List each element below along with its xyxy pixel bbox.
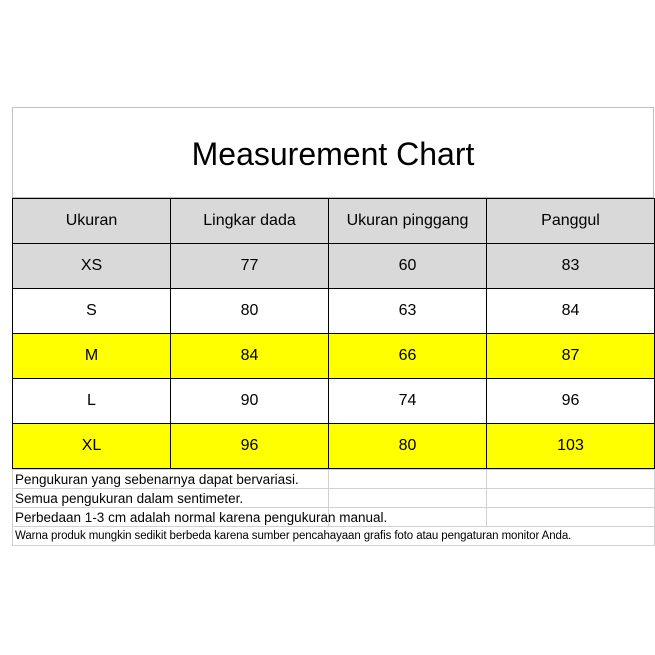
table-row (13, 379, 655, 424)
table-row (13, 334, 655, 379)
chart-title: Measurement Chart (191, 136, 475, 172)
panggul-cell: 96 (487, 379, 655, 424)
header-panggul: Panggul (487, 199, 655, 244)
notes-table (12, 469, 655, 546)
pinggang-cell: 74 (329, 379, 487, 424)
dada-cell: 80 (171, 289, 329, 334)
dada-cell: 77 (171, 244, 329, 289)
pinggang-cell: 66 (329, 334, 487, 379)
title-cell (13, 108, 654, 198)
table-row (13, 244, 655, 289)
size-cell: M (13, 334, 171, 379)
dada-cell: 96 (171, 424, 329, 469)
size-cell: S (13, 289, 171, 334)
header-lingkar-dada: Lingkar dada (171, 199, 329, 244)
measurement-sheet (12, 107, 654, 546)
measurement-table (12, 198, 655, 469)
size-cell: XL (13, 424, 171, 469)
note-text: Warna produk mungkin sedikit berbeda karena sumber pencahayaan grafis foto atau pengaturan monitor Anda. (13, 527, 655, 546)
pinggang-cell: 60 (329, 244, 487, 289)
panggul-cell: 87 (487, 334, 655, 379)
size-cell: XS (13, 244, 171, 289)
dada-cell: 84 (171, 334, 329, 379)
pinggang-cell: 63 (329, 289, 487, 334)
dada-cell: 90 (171, 379, 329, 424)
note-row (13, 489, 655, 508)
panggul-cell: 103 (487, 424, 655, 469)
note-text: Semua pengukuran dalam sentimeter. (13, 489, 329, 508)
note-row (13, 470, 655, 489)
panggul-cell: 83 (487, 244, 655, 289)
panggul-cell: 84 (487, 289, 655, 334)
pinggang-cell: 80 (329, 424, 487, 469)
note-text: Perbedaan 1-3 cm adalah normal karena pengukuran manual. (13, 508, 329, 527)
note-row (13, 508, 655, 527)
header-ukuran: Ukuran (13, 199, 171, 244)
table-row (13, 424, 655, 469)
table-row (13, 289, 655, 334)
header-ukuran-pinggang: Ukuran pinggang (329, 199, 487, 244)
header-row (13, 199, 655, 244)
note-text: Pengukuran yang sebenarnya dapat bervariasi. (13, 470, 329, 489)
size-cell: L (13, 379, 171, 424)
note-row (13, 527, 655, 546)
